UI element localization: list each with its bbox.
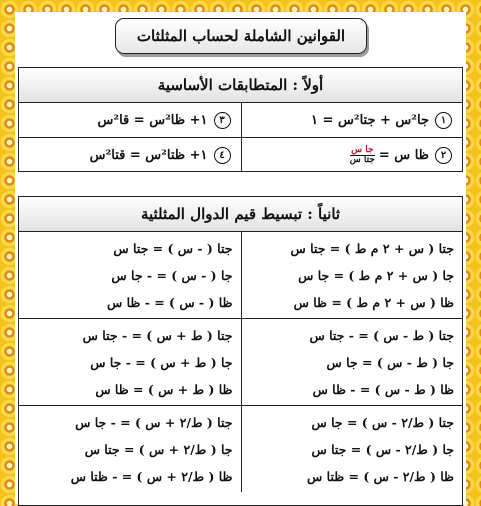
number-badge: ١ [435,112,452,129]
fraction-numerator: جا س [351,144,374,155]
formula: جا ( س + ٢ م ط ) = جا س [298,268,454,283]
page-title: القوانين الشاملة لحساب المثلثات [115,18,367,54]
identity-text: ١+ ظا²س = قا²س [97,112,208,128]
formula: جتا ( س + ٢ م ط ) = جتا س [290,241,454,256]
number-badge: ٤ [214,147,231,164]
formula-column [19,232,241,318]
formula: ظا ( ط + س ) = ظا س [95,382,233,397]
formula: جا ( ط/٢ - س ) = جتا س [311,442,454,457]
formula-group [19,319,462,406]
formula: جتا ( ط/٢ - س ) = جا س [311,415,454,430]
formula-column [241,232,463,318]
formula: ظا ( س + ٢ م ط ) = ظا س [293,295,454,310]
section-heading: ثانياً : تبسيط قيم الدوال المثلثية [19,197,462,232]
identity-text: ظا س = [378,147,429,163]
formula: جا ( ط + س ) = - جا س [90,355,233,370]
basic-identities-section [18,67,463,172]
formula-column [19,406,241,492]
identity-cell [19,103,241,138]
identity-text: ١+ ظتا²س = قتا²س [89,147,208,163]
identity-cell [241,103,463,138]
fraction-denominator: جتا س [349,154,375,165]
section-heading: أولاً : المتطابقات الأساسية [19,68,462,103]
identities-grid [19,103,462,172]
formula-column [241,406,463,492]
formula-column [19,319,241,405]
formula-group [19,232,462,319]
formula: جتا ( ط - س ) = - جتا س [309,328,454,343]
formula: ظا ( - س ) = - ظا س [106,295,233,310]
formula: جتا ( ط + س ) = - جتا س [82,328,233,343]
number-badge: ٢ [435,147,452,164]
formula: ظا ( ط/٢ - س ) = ظتا س [307,469,454,484]
formula: جتا ( ط/٢ + س ) = - جا س [75,415,233,430]
fraction [350,146,375,165]
formula-column [241,319,463,405]
formula: جا ( - س ) = - جا س [111,268,233,283]
formula: ظا ( ط/٢ + س ) = - ظتا س [70,469,233,484]
identity-cell [241,138,463,172]
identity-cell [19,138,241,172]
formula: جتا ( - س ) = جتا س [113,241,233,256]
formula: ظا ( ط - س ) = - ظا س [312,382,454,397]
formula-group [19,406,462,492]
formula: جا ( ط - س ) = جا س [326,355,454,370]
simplification-section [18,196,463,506]
formula: جا ( ط/٢ + س ) = جتا س [84,442,233,457]
number-badge: ٣ [214,112,231,129]
identity-text: جا²س + جتا²س = ١ [311,112,429,128]
